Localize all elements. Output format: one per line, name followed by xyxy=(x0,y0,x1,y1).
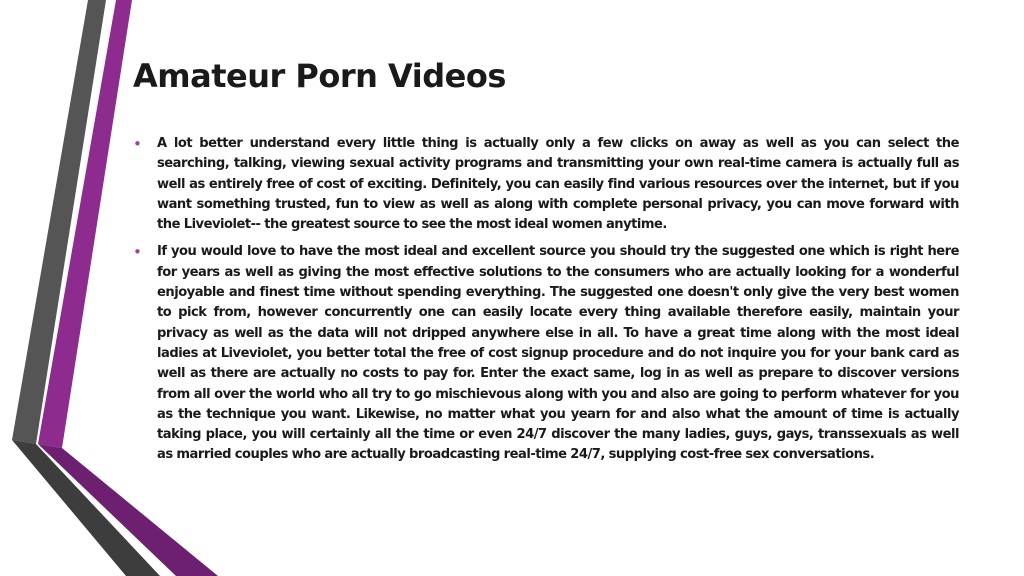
slide-title: Amateur Porn Videos xyxy=(133,57,506,95)
list-item xyxy=(133,134,959,235)
paragraph-text: A lot better understand every little thing is actually only a few clicks on away as well as you can select the searching, talking, viewing sexual activity programs and transmitting your own real-time camera is actually full as well as entirely free of cost of exciting. Definitely, you can easily find various resources over the internet, but if you want something trusted, fun to view as well as along with complete personal privacy, you can move forward with the Liveviolet-- the greatest source to see the most ideal women anytime. xyxy=(157,136,959,233)
list-item xyxy=(133,242,959,465)
bullet-icon: • xyxy=(133,243,142,262)
bullet-list xyxy=(133,134,959,473)
bullet-icon: • xyxy=(133,135,142,153)
paragraph-text: If you would love to have the most ideal and excellent source you should try the suggested one which is right here for years as well as giving the most effective solutions to the consumers who are actually looking for a wonderful enjoyable and finest time without spending everything. The suggested one doesn't only give the very best women to pick from, however concurrently one can easily locate every thing available therefore easily, maintain your privacy as well as the data will not dripped anywhere else in all. To have a great time along with the most ideal ladies at Liveviolet, you better total the free of cost signup procedure and do not inquire you for your bank card as well as there are actually no costs to pay for. Enter the exact same, log in as well as prepare to discover versions from all over the world who all try to go mischievous along with you and also are going to perform whatever for you as the technique you want. Likewise, no matter what you yearn for and also what the amount of time is actually taking place, you will certainly all the time or even 24/7 discover the many ladies, guys, gays, transsexuals as well as married couples who are actually broadcasting real-time 24/7, supplying cost-free sex conversations. xyxy=(157,244,959,463)
